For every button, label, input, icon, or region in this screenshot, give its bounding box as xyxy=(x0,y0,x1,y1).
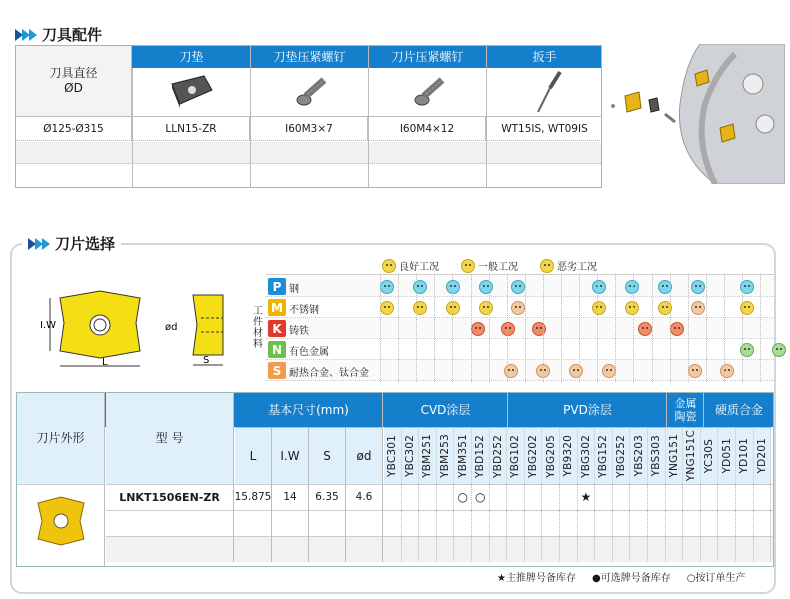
condition-face-icon xyxy=(380,280,394,294)
condition-face-icon xyxy=(413,280,427,294)
grade-col-header-ybg202: YBG202 xyxy=(525,427,543,484)
condition-face-icon xyxy=(501,322,515,336)
header-cvd: CVD涂层 xyxy=(384,393,508,427)
condition-face-icon xyxy=(772,343,786,357)
grade-mark xyxy=(490,536,508,562)
condition-face-icon xyxy=(511,280,525,294)
section-title-insert-selection xyxy=(22,233,121,254)
header-tool-diameter xyxy=(16,46,132,117)
double-arrow-icon xyxy=(15,29,36,41)
insert-side-view-drawing xyxy=(165,290,235,375)
material-name: 耐热合金、钛合金 xyxy=(289,368,369,379)
work-material-label: 工件材料 xyxy=(253,306,263,350)
grade-mark xyxy=(595,510,613,536)
grade-mark xyxy=(472,536,490,562)
condition-face-icon xyxy=(413,301,427,315)
insert-table xyxy=(16,392,774,567)
grade-col-header-ybg302: YBG302 xyxy=(578,427,596,484)
grade-mark xyxy=(525,510,543,536)
grade-mark xyxy=(666,510,684,536)
material-letter-k: K xyxy=(268,320,286,337)
grade-col-header-yd101: YD101 xyxy=(736,427,754,484)
insert-size-d: 4.6 xyxy=(346,484,383,510)
grade-mark xyxy=(595,536,613,562)
condition-face-icon xyxy=(688,364,702,378)
insert-screw-image xyxy=(412,74,448,110)
insert-model xyxy=(106,510,234,536)
condition-face-icon xyxy=(592,301,606,315)
section1-title-text: 刀具配件 xyxy=(42,26,103,44)
grade-mark xyxy=(384,510,402,536)
grade-mark xyxy=(507,536,525,562)
grade-mark xyxy=(454,536,472,562)
material-letter-n: N xyxy=(268,341,286,358)
grade-mark xyxy=(384,536,402,562)
grade-mark xyxy=(578,536,596,562)
grade-col-header-ybs303: YBS303 xyxy=(648,427,666,484)
value-diameter: Ø125-Ø315 xyxy=(16,117,132,141)
insert-size-iw xyxy=(272,536,309,562)
grade-mark xyxy=(402,510,420,536)
header-shim: 刀垫 xyxy=(179,49,204,64)
condition-face-icon xyxy=(479,280,493,294)
grade-col-header-yd051: YD051 xyxy=(718,427,736,484)
material-name: 钢 xyxy=(289,284,299,295)
condition-face-icon xyxy=(625,280,639,294)
grade-mark xyxy=(754,536,772,562)
grade-mark xyxy=(718,484,736,510)
header-basic-size: 基本尺寸(mm) xyxy=(235,393,383,427)
insert-size-s: 6.35 xyxy=(309,484,346,510)
grade-mark xyxy=(419,536,437,562)
grade-mark xyxy=(560,510,578,536)
grade-col-header-ybs203: YBS203 xyxy=(630,427,648,484)
grade-mark xyxy=(648,536,666,562)
grade-mark xyxy=(454,510,472,536)
size-col-header: L xyxy=(235,427,272,484)
grade-mark xyxy=(648,510,666,536)
grade-mark xyxy=(560,536,578,562)
grade-mark xyxy=(402,484,420,510)
section-title-accessories xyxy=(15,24,102,45)
grade-mark xyxy=(630,536,648,562)
material-name: 有色金属 xyxy=(289,347,329,358)
condition-face-icon xyxy=(471,322,485,336)
condition-face-icon xyxy=(380,301,394,315)
wrench-image xyxy=(534,70,564,114)
header-shim-screw: 刀垫压紧螺钉 xyxy=(273,49,346,64)
grade-mark xyxy=(472,510,490,536)
condition-face-icon xyxy=(479,301,493,315)
condition-face-icon xyxy=(638,322,652,336)
grade-mark xyxy=(701,484,719,510)
grade-mark xyxy=(595,484,613,510)
condition-face-icon xyxy=(720,364,734,378)
grade-mark xyxy=(542,510,560,536)
size-col-header: I.W xyxy=(272,427,309,484)
insert-size-iw xyxy=(272,510,309,536)
material-row-k xyxy=(266,318,774,339)
insert-size-l xyxy=(235,536,272,562)
header-insert-shape: 刀片外形 xyxy=(17,393,105,484)
grade-mark: ★ xyxy=(578,484,596,510)
insert-model xyxy=(106,536,234,562)
grade-mark xyxy=(542,536,560,562)
grade-mark xyxy=(507,510,525,536)
header-pvd: PVD涂层 xyxy=(509,393,667,427)
material-name: 铸铁 xyxy=(289,326,309,337)
grade-mark xyxy=(613,484,631,510)
double-arrow-icon xyxy=(28,238,49,250)
grade-mark: ○ xyxy=(472,484,490,510)
insert-size-s xyxy=(309,536,346,562)
footnote-dot: ●可选牌号备库存 xyxy=(591,573,671,584)
grade-mark xyxy=(630,510,648,536)
header-tool-diameter-line1: 刀具直径 xyxy=(49,66,98,80)
grade-mark: ○ xyxy=(454,484,472,510)
footnotes xyxy=(497,569,745,584)
grade-mark xyxy=(490,484,508,510)
size-col-header: ød xyxy=(346,427,383,484)
grade-mark xyxy=(437,510,455,536)
accessories-table xyxy=(15,45,602,188)
grade-mark xyxy=(666,484,684,510)
grade-mark xyxy=(578,510,596,536)
grade-col-header-yd201: YD201 xyxy=(754,427,772,484)
value-insert-screw: I60M4×12 xyxy=(369,117,486,141)
grade-mark xyxy=(754,484,772,510)
insert-size-s xyxy=(309,510,346,536)
material-row-m xyxy=(266,297,774,318)
grade-col-header-ybm251: YBM251 xyxy=(419,427,437,484)
grade-mark xyxy=(525,484,543,510)
condition-face-icon xyxy=(691,301,705,315)
grade-mark xyxy=(701,536,719,562)
grade-col-header-ybg252: YBG252 xyxy=(613,427,631,484)
dim-d-label: ød xyxy=(165,322,178,333)
grade-col-header-ybd252: YBD252 xyxy=(490,427,508,484)
grade-col-header-ybg152: YBG152 xyxy=(595,427,613,484)
insert-model: LNKT1506EN-ZR xyxy=(106,484,234,510)
grade-col-header-ybg205: YBG205 xyxy=(542,427,560,484)
grade-mark xyxy=(736,484,754,510)
grade-mark xyxy=(683,536,701,562)
grade-col-header-yb9320: YB9320 xyxy=(560,427,578,484)
insert-shape-image xyxy=(32,495,90,547)
material-name: 不锈钢 xyxy=(289,305,319,316)
header-wrench: 扳手 xyxy=(532,49,557,64)
grade-mark xyxy=(525,536,543,562)
grade-mark xyxy=(384,484,402,510)
grade-mark xyxy=(630,484,648,510)
grade-mark xyxy=(613,536,631,562)
grade-col-header-ybm351: YBM351 xyxy=(454,427,472,484)
grade-col-header-yng151c: YNG151C xyxy=(683,427,701,484)
grade-mark xyxy=(402,536,420,562)
grade-col-header-ybc302: YBC302 xyxy=(402,427,420,484)
condition-legend: 良好工况 一般工况 恶劣工况 xyxy=(382,258,597,273)
header-tool-diameter-line2: ØD xyxy=(64,81,83,95)
grade-col-header-yng151: YNG151 xyxy=(666,427,684,484)
smile-normal-icon xyxy=(461,259,475,273)
condition-face-icon xyxy=(511,301,525,315)
grade-col-header-ybg102: YBG102 xyxy=(507,427,525,484)
insert-size-d xyxy=(346,536,383,562)
grade-mark xyxy=(648,484,666,510)
grade-mark xyxy=(718,536,736,562)
grade-col-header-ybd152: YBD152 xyxy=(472,427,490,484)
dim-s-label: S xyxy=(203,355,210,366)
insert-front-view-drawing xyxy=(40,283,160,373)
grade-mark xyxy=(683,510,701,536)
insert-size-d xyxy=(346,510,383,536)
condition-face-icon xyxy=(592,280,606,294)
grade-mark xyxy=(701,510,719,536)
grade-mark xyxy=(419,510,437,536)
grade-mark xyxy=(560,484,578,510)
milling-cutter-image xyxy=(605,44,785,184)
condition-face-icon xyxy=(691,280,705,294)
shim-image xyxy=(166,74,216,110)
material-row-p xyxy=(266,276,774,297)
material-letter-s: S xyxy=(268,362,286,379)
material-letter-m: M xyxy=(268,299,286,316)
section2-title-text: 刀片选择 xyxy=(55,235,116,253)
dim-l-label: L xyxy=(102,357,108,368)
grade-mark xyxy=(718,510,736,536)
shim-screw-image xyxy=(294,74,330,110)
grade-col-header-ybm253: YBM253 xyxy=(437,427,455,484)
condition-face-icon xyxy=(532,322,546,336)
material-letter-p: P xyxy=(268,278,286,295)
footnote-star: ★主推牌号备库存 xyxy=(497,573,576,584)
grade-mark xyxy=(419,484,437,510)
header-carbide: 硬质合金 xyxy=(714,402,763,417)
grade-mark xyxy=(736,536,754,562)
grade-col-header-yc30s: YC30S xyxy=(701,427,719,484)
value-shim: LLN15-ZR xyxy=(133,117,250,141)
grade-mark xyxy=(754,510,772,536)
insert-size-l: 15.875 xyxy=(235,484,272,510)
grade-mark xyxy=(666,536,684,562)
grade-mark xyxy=(613,510,631,536)
dim-iw-label: I.W xyxy=(40,320,57,331)
smile-bad-icon xyxy=(540,259,554,273)
grade-mark xyxy=(507,484,525,510)
header-cermet: 金属陶瓷 xyxy=(668,393,704,427)
material-row-n xyxy=(266,339,774,360)
condition-face-icon xyxy=(625,301,639,315)
insert-size-l xyxy=(235,510,272,536)
smile-good-icon xyxy=(382,259,396,273)
grade-mark xyxy=(683,484,701,510)
material-row-s xyxy=(266,360,774,381)
value-wrench: WT15IS, WT09IS xyxy=(487,117,602,141)
condition-face-icon xyxy=(602,364,616,378)
grade-mark xyxy=(542,484,560,510)
footnote-circle: ○按订单生产 xyxy=(686,573,746,584)
value-shim-screw: I60M3×7 xyxy=(251,117,368,141)
condition-face-icon xyxy=(569,364,583,378)
grade-mark xyxy=(437,484,455,510)
insert-size-iw: 14 xyxy=(272,484,309,510)
grade-col-header-ybc301: YBC301 xyxy=(384,427,402,484)
condition-face-icon xyxy=(670,322,684,336)
grade-mark xyxy=(736,510,754,536)
header-model: 型 号 xyxy=(106,393,234,484)
size-col-header: S xyxy=(309,427,346,484)
grade-mark xyxy=(437,536,455,562)
header-insert-screw: 刀片压紧螺钉 xyxy=(391,49,464,64)
grade-mark xyxy=(490,510,508,536)
